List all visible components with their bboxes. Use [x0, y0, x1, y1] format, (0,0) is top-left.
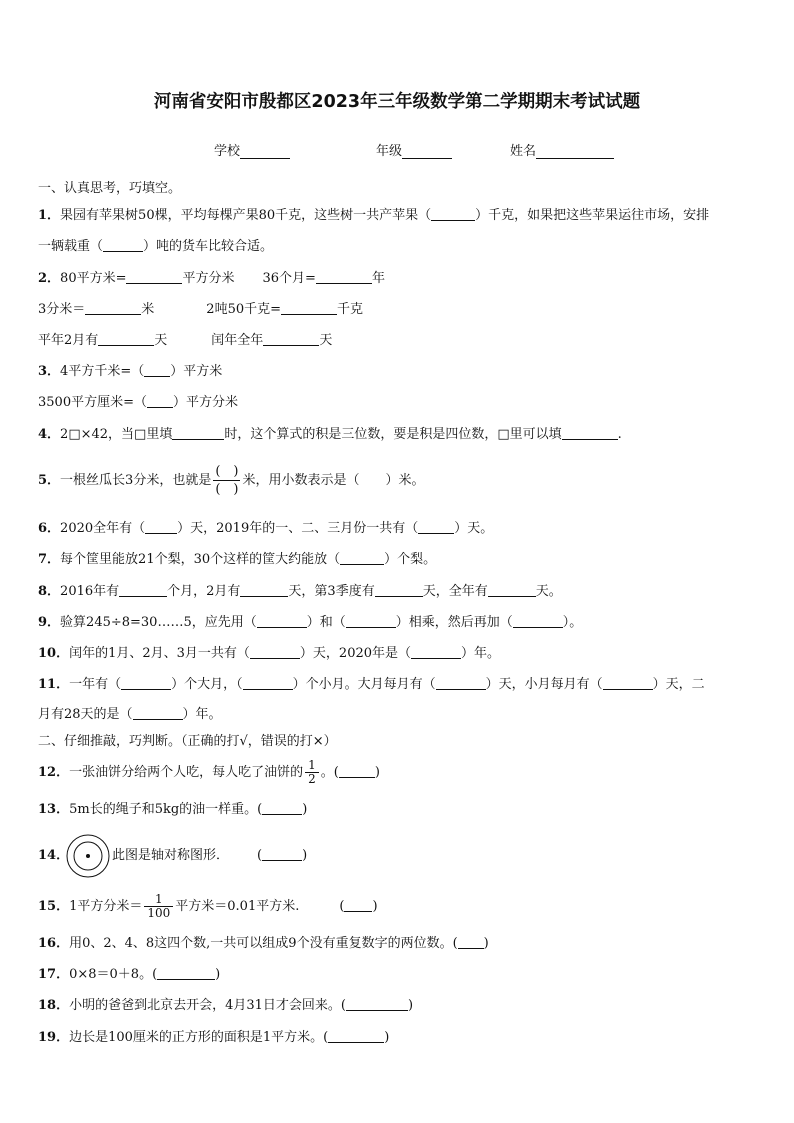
concentric-circles-figure — [66, 834, 110, 878]
question-16 — [38, 935, 489, 953]
question-number: 8． — [38, 584, 61, 599]
question-number: 14． — [38, 848, 70, 863]
question-text: 天 — [154, 333, 168, 348]
question-text: ）天，2019年的一、二、三月份一共有（ — [177, 521, 419, 536]
answer-blank[interactable] — [263, 332, 319, 346]
judge-blank[interactable] — [346, 997, 408, 1011]
question-text: 天，第3季度有 — [288, 584, 375, 599]
question-number: 13． — [38, 802, 70, 817]
question-text: ）。 — [562, 615, 583, 630]
question-text: 80平方米= — [60, 271, 127, 286]
answer-blank[interactable] — [562, 426, 618, 440]
question-17 — [38, 966, 220, 984]
question-text: 5m长的绳子和5kg的油一样重。( — [69, 802, 263, 817]
answer-blank[interactable] — [133, 706, 183, 720]
question-text: 平方分米 — [182, 271, 235, 286]
fraction-denominator: ( ) — [215, 482, 239, 497]
name-blank[interactable] — [536, 144, 614, 159]
question-text: 一张油饼分给两个人吃，每人吃了油饼的 — [69, 765, 304, 780]
question-text: 天 — [319, 333, 333, 348]
question-text: 。( — [320, 765, 339, 780]
answer-blank[interactable] — [144, 363, 170, 377]
question-number: 9． — [38, 615, 61, 630]
question-text: 一年有（ — [69, 677, 122, 692]
judge-blank[interactable] — [339, 764, 375, 778]
question-text: ）天，二 — [652, 677, 705, 692]
question-text: ）个大月，（ — [171, 677, 243, 692]
question-text: 平方米＝0.01平方米. — [175, 899, 300, 914]
judge-blank[interactable] — [262, 847, 302, 861]
question-text: ( — [257, 848, 263, 863]
question-12 — [38, 758, 380, 788]
question-text: ）天，小月每月有（ — [485, 677, 603, 692]
question-7 — [38, 551, 436, 569]
question-text: 闰年的1月、2月、3月一共有（ — [69, 646, 250, 661]
question-text: 闰年全年 — [211, 333, 264, 348]
question-text: ）相乘，然后再加（ — [395, 615, 513, 630]
question-11-line-1 — [38, 676, 705, 694]
question-6 — [38, 520, 493, 538]
question-number: 10． — [38, 646, 70, 661]
question-text: 0×8＝0＋8。( — [69, 967, 158, 982]
question-text: 1平方分米＝ — [69, 899, 143, 914]
question-1-line-1 — [38, 207, 709, 225]
answer-blank[interactable] — [145, 520, 177, 534]
question-text: ) — [384, 1030, 390, 1045]
answer-blank[interactable] — [513, 614, 563, 628]
question-text: 一辆载重（ — [38, 239, 104, 254]
question-text: ）天，2020年是（ — [299, 646, 412, 661]
name-label: 姓名 — [510, 144, 537, 159]
answer-blank[interactable] — [121, 676, 171, 690]
question-number: 16． — [38, 936, 70, 951]
question-text: 年 — [371, 271, 385, 286]
answer-blank[interactable] — [346, 614, 396, 628]
question-text: ）个梨。 — [384, 552, 437, 567]
question-number: 6． — [38, 521, 61, 536]
answer-blank[interactable] — [281, 301, 337, 315]
fraction-denominator: 2 — [308, 772, 316, 786]
question-number: 5． — [38, 473, 61, 488]
question-text: ) — [372, 899, 378, 914]
question-3-line-2 — [38, 394, 238, 412]
answer-blank[interactable] — [240, 583, 288, 597]
fraction-one-half — [305, 759, 319, 786]
question-text: 米 — [141, 302, 155, 317]
question-text: ）个小月。大月每月有（ — [292, 677, 436, 692]
answer-blank[interactable] — [250, 645, 300, 659]
question-9 — [38, 614, 582, 632]
question-text: 米，用小数表示是（ ）米。 — [242, 473, 425, 488]
answer-blank[interactable] — [243, 676, 293, 690]
answer-blank[interactable] — [431, 207, 475, 221]
question-2-line-2 — [38, 301, 363, 319]
question-18 — [38, 997, 413, 1015]
question-11-line-2 — [38, 706, 222, 724]
question-number: 18． — [38, 998, 70, 1013]
answer-blank[interactable] — [375, 583, 423, 597]
fraction-numerator: 1 — [305, 759, 319, 773]
question-text: 3500平方厘米=（ — [38, 395, 147, 410]
school-blank[interactable] — [240, 144, 290, 159]
question-text: 此图是轴对称图形． — [112, 848, 230, 863]
question-10 — [38, 645, 500, 663]
question-text: ）年。 — [182, 707, 222, 722]
grade-field — [376, 140, 452, 159]
judge-blank[interactable] — [458, 935, 484, 949]
question-number: 1． — [38, 208, 61, 223]
question-5 — [38, 463, 425, 499]
question-14-text — [112, 847, 307, 865]
question-text: ）平方分米 — [172, 395, 238, 410]
question-text: 天，全年有 — [422, 584, 488, 599]
fraction-blank[interactable] — [213, 463, 240, 498]
school-field — [214, 140, 290, 159]
question-8 — [38, 583, 562, 601]
question-text: ) — [302, 848, 308, 863]
question-number: 4． — [38, 427, 61, 442]
question-1-line-2 — [38, 238, 273, 256]
question-text: 月有28天的是（ — [38, 707, 133, 722]
question-number: 12． — [38, 765, 70, 780]
answer-blank[interactable] — [103, 238, 143, 252]
name-field — [510, 140, 614, 159]
question-text: 4平方千米=（ — [60, 364, 145, 379]
page-title: 河南省安阳市殷都区2023年三年级数学第二学期期末考试试题 — [153, 92, 641, 112]
question-number: 2． — [38, 271, 61, 286]
answer-blank[interactable] — [98, 332, 154, 346]
answer-blank[interactable] — [488, 583, 536, 597]
answer-blank[interactable] — [147, 394, 173, 408]
question-number: 15． — [38, 899, 70, 914]
question-2-line-1 — [38, 270, 385, 288]
question-text: 一根丝瓜长3分米，也就是 — [60, 473, 212, 488]
question-text: ）吨的货车比较合适。 — [143, 239, 274, 254]
question-text: 用0、2、4、8这四个数,一共可以组成9个没有重复数字的两位数。( — [69, 936, 458, 951]
answer-blank[interactable] — [436, 676, 486, 690]
question-2-line-3 — [38, 332, 332, 350]
question-text: 2016年有 — [60, 584, 120, 599]
fraction-one-hundredth — [144, 893, 173, 920]
question-19 — [38, 1029, 389, 1047]
question-3-line-1 — [38, 363, 222, 381]
question-text: ) — [215, 967, 221, 982]
fraction-numerator: ( ) — [215, 464, 239, 479]
question-text: 边长是100厘米的正方形的面积是1平方米。( — [69, 1030, 329, 1045]
question-text: 个月，2月有 — [167, 584, 241, 599]
question-text: ）平方米 — [170, 364, 223, 379]
grade-blank[interactable] — [402, 144, 452, 159]
judge-blank[interactable] — [344, 898, 372, 912]
judge-blank[interactable] — [157, 966, 215, 980]
question-14-number — [38, 847, 69, 865]
answer-blank[interactable] — [340, 551, 384, 565]
question-text: ) — [302, 802, 308, 817]
question-text: ）千克，如果把这些苹果运往市场，安排 — [475, 208, 710, 223]
answer-blank[interactable] — [126, 270, 182, 284]
question-text: ）年。 — [461, 646, 501, 661]
question-number: 19． — [38, 1030, 70, 1045]
question-15 — [38, 889, 378, 925]
question-text: 2吨50千克= — [206, 302, 282, 317]
question-text: 36个月= — [262, 271, 316, 286]
answer-blank[interactable] — [119, 583, 167, 597]
question-text: 时，这个算式的积是三位数，要是积是四位数，□里可以填 — [224, 427, 562, 442]
question-number: 17． — [38, 967, 70, 982]
question-text: 天。 — [535, 584, 562, 599]
question-number: 11． — [38, 677, 70, 692]
fraction-denominator: 100 — [147, 906, 171, 920]
answer-blank[interactable] — [411, 645, 461, 659]
question-text: 2020全年有（ — [60, 521, 146, 536]
question-number: 7． — [38, 552, 61, 567]
question-text: 2□×42，当□里填 — [60, 427, 173, 442]
question-text: 千克 — [337, 302, 364, 317]
answer-blank[interactable] — [257, 614, 307, 628]
question-text: 验算245÷8=30……5，应先用（ — [60, 615, 257, 630]
question-text: ) — [374, 765, 380, 780]
answer-blank[interactable] — [85, 301, 141, 315]
answer-blank[interactable] — [418, 520, 454, 534]
grade-label: 年级 — [376, 144, 403, 159]
question-text: ）和（ — [306, 615, 346, 630]
question-text: 每个筐里能放21个梨，30个这样的筐大约能放（ — [60, 552, 341, 567]
section-one-heading: 一、认真思考，巧填空。 — [38, 181, 182, 196]
question-4 — [38, 426, 622, 444]
question-text: ( — [339, 899, 345, 914]
question-text: ) — [407, 998, 414, 1013]
question-13 — [38, 801, 307, 819]
question-text: 3分米＝ — [38, 302, 86, 317]
answer-blank[interactable] — [316, 270, 372, 284]
fraction-numerator: 1 — [144, 893, 173, 907]
question-number: 3． — [38, 364, 61, 379]
judge-blank[interactable] — [328, 1029, 384, 1043]
school-label: 学校 — [214, 144, 241, 159]
question-text: ）天。 — [454, 521, 494, 536]
judge-blank[interactable] — [262, 801, 302, 815]
section-two-heading: 二、仔细推敲，巧判断。（正确的打√，错误的打×） — [38, 734, 337, 749]
question-text: 平年2月有 — [38, 333, 99, 348]
question-text: ) — [483, 936, 489, 951]
answer-blank[interactable] — [172, 426, 224, 440]
answer-blank[interactable] — [603, 676, 653, 690]
question-text: 小明的爸爸到北京去开会，4月31日才会回来。( — [69, 998, 346, 1013]
question-text: . — [617, 427, 622, 442]
question-text: 果园有苹果树50棵，平均每棵产果80千克，这些树一共产苹果（ — [60, 208, 432, 223]
